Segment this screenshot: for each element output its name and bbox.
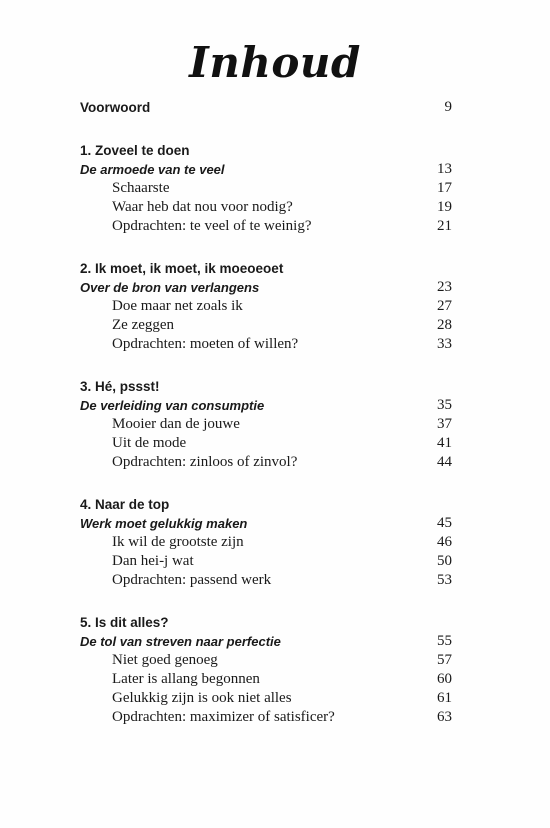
chapter-subtitle-label: De tol van streven naar perfectie <box>80 634 281 649</box>
section-entry-page: 44 <box>437 454 452 470</box>
chapter-4 <box>80 495 452 590</box>
toc-entry-page: 9 <box>444 99 452 115</box>
section-entry-label: Doe maar net zoals ik <box>112 298 243 314</box>
chapter-subtitle-page: 13 <box>437 161 452 177</box>
chapter-2 <box>80 259 452 354</box>
chapter-subtitle-label: Over de bron van verlangens <box>80 280 260 295</box>
chapter-subtitle-label: De verleiding van consumptie <box>80 398 265 413</box>
chapter-heading-label: 4. Naar de top <box>80 497 170 512</box>
section-entry <box>80 217 452 236</box>
section-entry <box>80 571 452 590</box>
section-entry-page: 33 <box>437 336 452 352</box>
section-entry <box>80 297 452 316</box>
section-entry <box>80 708 452 727</box>
chapter-subtitle-page: 55 <box>437 633 452 649</box>
section-entry <box>80 453 452 472</box>
chapter-heading <box>80 259 452 278</box>
chapter-subtitle-page: 45 <box>437 515 452 531</box>
section-entry <box>80 198 452 217</box>
section-entry-page: 19 <box>437 199 452 215</box>
section-entry-label: Ik wil de grootste zijn <box>112 534 244 550</box>
section-entry-page: 53 <box>437 572 452 588</box>
section-entry-page: 37 <box>437 416 452 432</box>
section-entry <box>80 415 452 434</box>
chapter-subtitle-label: De armoede van te veel <box>80 162 225 177</box>
chapter-5 <box>80 613 452 727</box>
chapter-subtitle-page: 23 <box>437 279 452 295</box>
section-entry <box>80 552 452 571</box>
section-entry-label: Uit de mode <box>112 435 187 451</box>
chapter-subtitle <box>80 160 452 179</box>
section-entry-page: 41 <box>437 435 452 451</box>
section-entry-page: 17 <box>437 180 452 196</box>
section-entry-label: Opdrachten: zinloos of zinvol? <box>112 454 298 470</box>
chapter-subtitle <box>80 514 452 533</box>
chapter-subtitle-label: Werk moet gelukkig maken <box>80 516 248 531</box>
section-entry-page: 57 <box>437 652 452 668</box>
section-entry-page: 21 <box>437 218 452 234</box>
section-entry <box>80 670 452 689</box>
section-entry <box>80 434 452 453</box>
toc-entry-label: Voorwoord <box>80 100 151 115</box>
section-entry <box>80 651 452 670</box>
section-entry-label: Opdrachten: maximizer of satisficer? <box>112 709 335 725</box>
section-entry-label: Waar heb dat nou voor nodig? <box>112 199 293 215</box>
section-entry-page: 27 <box>437 298 452 314</box>
section-entry-label: Later is allang begonnen <box>112 671 260 687</box>
chapter-list <box>80 141 452 727</box>
section-entry <box>80 335 452 354</box>
chapter-subtitle <box>80 632 452 651</box>
chapter-subtitle-page: 35 <box>437 397 452 413</box>
section-entry-page: 50 <box>437 553 452 569</box>
section-entry-label: Ze zeggen <box>112 317 175 333</box>
section-entry-page: 46 <box>437 534 452 550</box>
chapter-heading <box>80 141 452 160</box>
section-entry-page: 28 <box>437 317 452 333</box>
section-entry <box>80 179 452 198</box>
section-entry-page: 63 <box>437 709 452 725</box>
chapter-heading-label: 5. Is dit alles? <box>80 615 169 630</box>
chapter-3 <box>80 377 452 472</box>
section-entry-label: Niet goed genoeg <box>112 652 218 668</box>
page-title: Inhoud <box>189 38 361 87</box>
section-entry-label: Opdrachten: te veel of te weinig? <box>112 218 312 234</box>
section-entry-label: Schaarste <box>112 180 170 196</box>
chapter-heading-label: 1. Zoveel te doen <box>80 143 190 158</box>
chapter-heading <box>80 613 452 632</box>
section-entry-label: Mooier dan de jouwe <box>112 416 240 432</box>
chapter-subtitle <box>80 396 452 415</box>
section-entry-label: Dan hei-j wat <box>112 553 194 569</box>
chapter-heading-label: 2. Ik moet, ik moet, ik moeoeoet <box>80 261 284 276</box>
chapter-1 <box>80 141 452 236</box>
section-entry <box>80 316 452 335</box>
chapter-heading <box>80 495 452 514</box>
chapter-subtitle <box>80 278 452 297</box>
section-entry-page: 61 <box>437 690 452 706</box>
section-entry-page: 60 <box>437 671 452 687</box>
table-of-contents <box>80 98 452 727</box>
section-entry <box>80 533 452 552</box>
section-entry-label: Opdrachten: moeten of willen? <box>112 336 299 352</box>
section-entry-label: Gelukkig zijn is ook niet alles <box>112 690 292 706</box>
toc-entry-foreword <box>80 98 452 117</box>
section-entry <box>80 689 452 708</box>
chapter-heading-label: 3. Hé, pssst! <box>80 379 160 394</box>
chapter-heading <box>80 377 452 396</box>
section-entry-label: Opdrachten: passend werk <box>112 572 272 588</box>
